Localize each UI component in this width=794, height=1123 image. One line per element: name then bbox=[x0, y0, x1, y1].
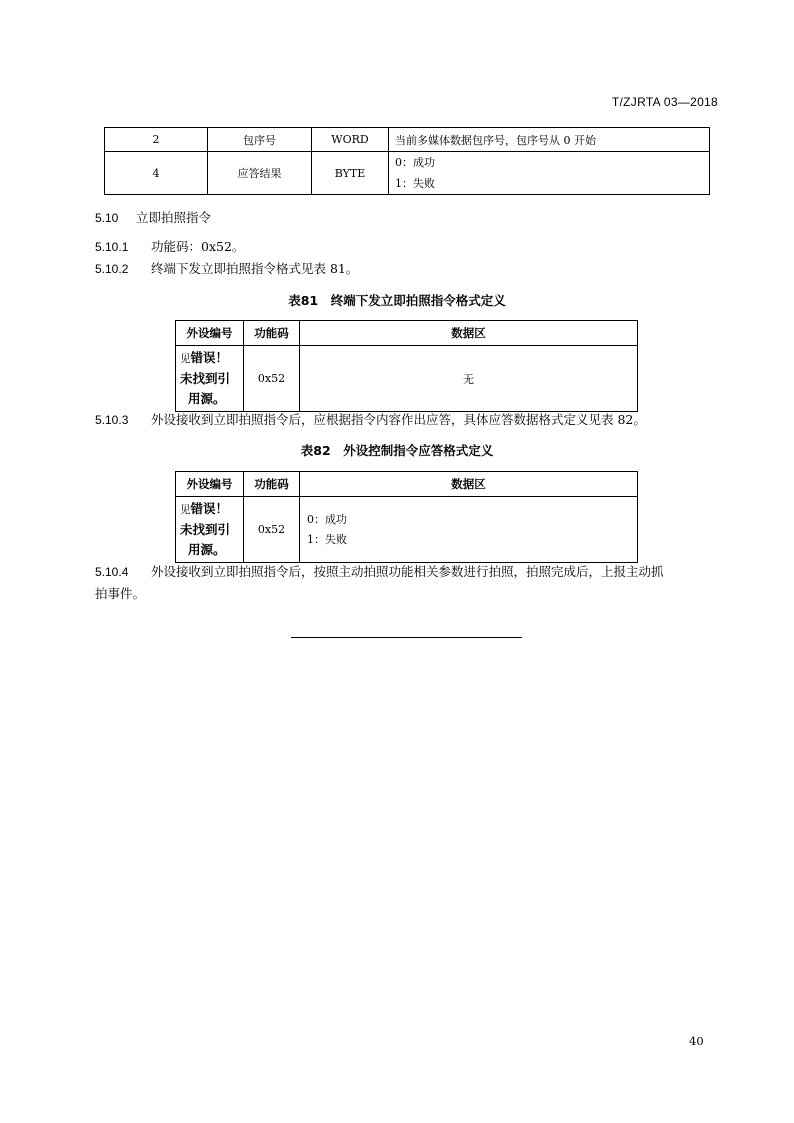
section-heading bbox=[95, 208, 211, 226]
clause-number: 5.10.2 bbox=[95, 262, 129, 276]
table-82-caption: 表82 外设控制指令应答格式定义 bbox=[300, 443, 494, 458]
table-81-caption: 表81 终端下发立即拍照指令格式定义 bbox=[288, 293, 506, 308]
clause-5-10-3 bbox=[95, 409, 646, 431]
device-ref-cell bbox=[176, 497, 244, 563]
data-area-cell bbox=[300, 497, 638, 563]
function-code-cell: 0x52 bbox=[244, 346, 300, 412]
function-code-cell: 0x52 bbox=[244, 497, 300, 563]
field-name-cell: 包序号 bbox=[208, 128, 312, 152]
clause-number: 5.10.4 bbox=[95, 565, 129, 579]
field-name-cell: 应答结果 bbox=[208, 152, 312, 195]
reference-error-text: 错误！ bbox=[190, 350, 229, 365]
clause-5-10-1 bbox=[95, 236, 244, 258]
table-row bbox=[105, 128, 710, 152]
description-line: 1：失败 bbox=[395, 177, 435, 190]
column-header: 数据区 bbox=[300, 321, 638, 346]
section-number: 5.10 bbox=[95, 211, 119, 225]
end-rule bbox=[291, 637, 522, 638]
reference-error-text: 未找到引 bbox=[180, 371, 231, 386]
reference-error-text: 用源。 bbox=[188, 391, 226, 406]
reference-error-text: 用源。 bbox=[188, 542, 226, 557]
column-header: 数据区 bbox=[300, 472, 638, 497]
clause-number: 5.10.1 bbox=[95, 240, 129, 254]
clause-5-10-4 bbox=[95, 561, 725, 604]
clause-text: 外设接收到立即拍照指令后，按照主动拍照功能相关参数进行拍照，拍照完成后，上报主动抓 bbox=[151, 564, 664, 579]
clause-text: 功能码：0x52。 bbox=[151, 239, 245, 254]
data-type-cell: WORD bbox=[312, 128, 389, 152]
clause-text: 终端下发立即拍照指令格式见表 81。 bbox=[151, 261, 359, 276]
device-ref-cell bbox=[176, 346, 244, 412]
data-line: 0：成功 bbox=[307, 512, 347, 526]
description-cell: 当前多媒体数据包序号，包序号从 0 开始 bbox=[389, 128, 710, 152]
column-header: 外设编号 bbox=[176, 321, 244, 346]
top-field-table bbox=[104, 127, 710, 195]
column-header: 外设编号 bbox=[176, 472, 244, 497]
clause-text-continued: 拍事件。 bbox=[95, 586, 146, 601]
section-title: 立即拍照指令 bbox=[136, 210, 212, 225]
clause-5-10-2 bbox=[95, 258, 358, 280]
data-line: 1：失败 bbox=[307, 532, 347, 546]
table-row bbox=[176, 497, 638, 563]
description-cell bbox=[389, 152, 710, 195]
clause-number: 5.10.3 bbox=[95, 413, 129, 427]
table-82 bbox=[175, 471, 638, 563]
reference-error-text: 未找到引 bbox=[180, 522, 231, 537]
table-header-row bbox=[176, 321, 638, 346]
table-81 bbox=[175, 320, 638, 412]
column-header: 功能码 bbox=[244, 321, 300, 346]
page-number: 40 bbox=[689, 1034, 704, 1048]
reference-error-text: 错误！ bbox=[190, 501, 229, 516]
offset-cell: 4 bbox=[105, 152, 208, 195]
table-header-row bbox=[176, 472, 638, 497]
offset-cell: 2 bbox=[105, 128, 208, 152]
data-type-cell: BYTE bbox=[312, 152, 389, 195]
ref-prefix: 见 bbox=[180, 504, 191, 516]
description-line: 0：成功 bbox=[395, 156, 435, 169]
document-code: T/ZJRTA 03—2018 bbox=[611, 95, 718, 109]
clause-text: 外设接收到立即拍照指令后，应根据指令内容作出应答，具体应答数据格式定义见表 82。 bbox=[151, 412, 646, 427]
table-row bbox=[105, 152, 710, 195]
ref-prefix: 见 bbox=[180, 353, 191, 365]
data-area-cell: 无 bbox=[300, 346, 638, 412]
table-row bbox=[176, 346, 638, 412]
column-header: 功能码 bbox=[244, 472, 300, 497]
